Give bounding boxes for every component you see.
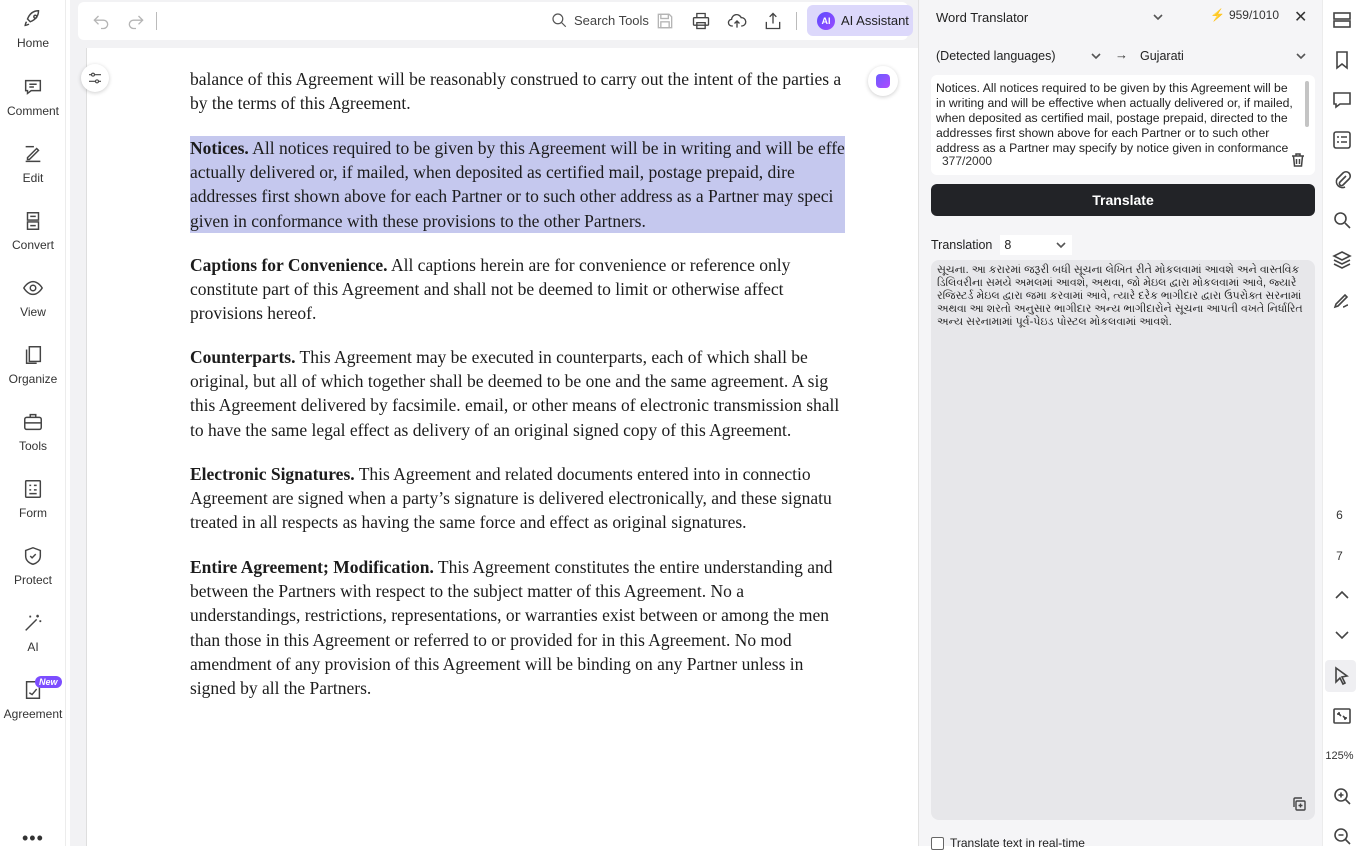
translator-panel xyxy=(918,0,1322,850)
undo-icon xyxy=(91,11,111,31)
line-text: between the Partners with respect to the subject matter of this Agreement. No a xyxy=(190,581,744,602)
source-language-value: (Detected languages) xyxy=(936,49,1056,63)
translation-version-value: 8 xyxy=(1004,238,1012,252)
doc-line xyxy=(190,184,845,208)
realtime-label: Translate text in real-time xyxy=(950,836,1085,850)
right-rail xyxy=(1322,0,1355,846)
nav-label: Convert xyxy=(11,238,55,252)
line-text: balance of this Agreement will be reasonably construed to carry out the intent of the parties a xyxy=(190,69,842,89)
line-text: treated in all respects as having the same force and effect as original signatures. xyxy=(190,512,747,533)
line-text: given in conformance with these provisions to the other Partners. xyxy=(190,210,646,231)
left-sidebar xyxy=(0,0,66,846)
target-language-value: Gujarati xyxy=(1140,49,1184,63)
share-button[interactable] xyxy=(762,10,784,32)
doc-line xyxy=(190,67,841,91)
nav-comment[interactable] xyxy=(0,76,66,136)
nav-protect[interactable] xyxy=(0,545,66,605)
toolbar-divider xyxy=(156,12,157,30)
doc-paragraph[interactable] xyxy=(190,345,839,442)
line-text: amendment of any provision of this Agreement will be binding on any Partner unless in xyxy=(190,653,804,674)
nav-label: Home xyxy=(16,36,49,50)
search-tools-button[interactable] xyxy=(550,11,649,29)
toolbar-divider xyxy=(796,12,797,30)
chevron-down-icon xyxy=(1332,625,1352,645)
translate-button[interactable]: Translate xyxy=(931,184,1315,216)
rail-form-button[interactable] xyxy=(1332,130,1352,150)
nav-label: Organize xyxy=(8,372,58,386)
undo-button[interactable] xyxy=(90,10,112,32)
source-text-box xyxy=(931,75,1315,175)
nav-label: Form xyxy=(19,506,47,520)
doc-line xyxy=(190,676,833,700)
realtime-toggle[interactable] xyxy=(931,836,1085,850)
doc-paragraph[interactable] xyxy=(190,462,832,535)
source-scrollbar[interactable] xyxy=(1305,81,1309,127)
comment-icon xyxy=(1332,90,1352,110)
chevron-down-icon xyxy=(1153,12,1163,22)
nav-label: AI xyxy=(27,640,39,654)
paragraph-heading: Entire Agreement; Modification. xyxy=(190,557,434,577)
doc-line xyxy=(190,136,845,160)
line-text: to have the same legal effect as delivery of an original signed copy of this Agreement. xyxy=(190,419,792,440)
redo-icon xyxy=(126,11,146,31)
char-count: 377/2000 xyxy=(942,154,993,168)
line-text: This Agreement may be executed in counterparts, each of which shall be xyxy=(295,347,808,367)
doc-line xyxy=(190,462,832,486)
top-toolbar xyxy=(78,2,908,40)
line-text: this Agreement delivered by facsimile. email, or other means of electronic transmission shall xyxy=(190,395,840,416)
next-page-button[interactable] xyxy=(1332,625,1352,645)
nav-view[interactable] xyxy=(0,277,66,337)
tool-select[interactable] xyxy=(931,6,1167,28)
line-text: actually delivered or, if mailed, when deposited as certified mail, postage prepaid, dire xyxy=(190,162,795,183)
comment-icon xyxy=(22,76,44,98)
form-fields-icon xyxy=(1332,130,1352,150)
line-text: All notices required to be given by this Agreement will be in writing and will be effe xyxy=(248,138,845,158)
line-text: This Agreement constitutes the entire understanding and xyxy=(433,557,833,577)
line-text: This Agreement and related documents entered into in connectio xyxy=(354,464,811,484)
ai-chat-icon xyxy=(876,74,890,88)
doc-paragraph[interactable] xyxy=(190,136,845,233)
doc-paragraph[interactable] xyxy=(190,555,833,700)
page-number-6[interactable]: 6 xyxy=(1336,508,1343,522)
doc-paragraph[interactable] xyxy=(190,253,790,326)
save-button[interactable] xyxy=(654,10,676,32)
pen-signature-icon xyxy=(1332,290,1352,310)
doc-line xyxy=(190,160,845,184)
rail-signature-button[interactable] xyxy=(1332,290,1352,310)
token-count-value: 959/1010 xyxy=(1228,8,1280,22)
nav-home[interactable] xyxy=(0,8,66,68)
organize-icon xyxy=(22,344,44,366)
rail-search-button[interactable] xyxy=(1332,210,1352,230)
select-tool-button[interactable] xyxy=(1332,666,1352,686)
copy-button[interactable] xyxy=(1291,796,1307,812)
doc-line xyxy=(190,209,845,233)
rail-attachments-button[interactable] xyxy=(1332,170,1352,190)
nav-label: Protect xyxy=(13,573,52,587)
translation-output-text[interactable]: સૂચના. આ કરારમાં જરૂરી બધી સૂચના લેખિત રીતે મોકલવામાં આવશે અને વાસ્તવિક ડિલિવરીના સમયે અમલમાં આવશે, અથવા, જો મેઇલ દ્વારા મોકલવામાં આવે, જ્યારે રજિસ્ટર્ડ મેઇલ દ્વારા જમા કરવામાં આવે, ત્યારે દરેક ભાગીદાર દ્વારા ઉપરોક્ત સરનામાં અથવા આ શરતો અનુસાર ભાગીદાર અન્ય ભાગીદારોને સૂચના આપતી વખતે નિર્ધારિત અન્ય સરનામામાં પૂર્વ-પેઇડ પોસ્ટલ મોકલવામાં આવશે. xyxy=(937,264,1303,328)
paragraph-heading: Counterparts. xyxy=(190,347,296,367)
line-text: signed by all the Partners. xyxy=(190,678,372,699)
doc-paragraph[interactable] xyxy=(190,67,841,115)
rocket-icon xyxy=(22,8,44,30)
nav-tools[interactable] xyxy=(0,411,66,471)
doc-line xyxy=(190,555,833,579)
doc-line xyxy=(190,510,832,534)
previous-page-button[interactable] xyxy=(1332,585,1352,605)
line-text: addresses first shown above for each Partner or to such other address as a Partner may speci xyxy=(190,186,834,207)
fit-screen-icon xyxy=(1332,706,1352,726)
ai-wand-icon xyxy=(22,612,44,634)
chevron-up-icon xyxy=(1332,585,1352,605)
nav-form[interactable] xyxy=(0,478,66,538)
nav-label: Agreement xyxy=(3,707,63,721)
doc-line xyxy=(190,301,790,325)
doc-line xyxy=(190,345,839,369)
doc-line xyxy=(190,253,790,277)
nav-ai[interactable] xyxy=(0,612,66,672)
bookmark-icon xyxy=(1332,50,1352,70)
doc-line xyxy=(190,91,841,115)
trash-icon xyxy=(1290,152,1306,168)
rail-comments-button[interactable] xyxy=(1332,90,1352,110)
rail-thumbnails-button[interactable] xyxy=(1332,10,1352,30)
line-text: provisions hereof. xyxy=(190,303,317,324)
search-icon xyxy=(1332,210,1352,230)
nav-convert[interactable] xyxy=(0,210,66,270)
translation-label: Translation xyxy=(931,238,993,252)
doc-line xyxy=(190,652,833,676)
save-icon xyxy=(655,11,675,31)
sliders-icon xyxy=(87,70,103,86)
zoom-in-icon xyxy=(1332,786,1352,806)
language-row xyxy=(931,45,1315,67)
search-tools-label: Search Tools xyxy=(574,12,649,28)
source-language-select[interactable] xyxy=(931,45,1107,67)
doc-line xyxy=(190,486,832,510)
convert-icon xyxy=(22,210,44,232)
cursor-icon xyxy=(1332,666,1352,686)
search-icon xyxy=(550,11,568,29)
copy-icon xyxy=(1291,796,1307,812)
cloud-upload-icon xyxy=(727,11,747,31)
share-icon xyxy=(763,11,783,31)
ai-assistant-label: AI Assistant xyxy=(841,13,909,28)
doc-line xyxy=(190,603,833,627)
edit-icon xyxy=(22,143,44,165)
translation-header xyxy=(931,235,1072,255)
arrow-right-icon: → xyxy=(1115,47,1128,62)
print-icon xyxy=(691,11,711,31)
line-text: than those in this Agreement or referred to or provided for in this Agreement. No mod xyxy=(190,629,792,650)
line-text: constitute part of this Agreement and shall not be deemed to limit or otherwise affect xyxy=(190,279,784,300)
document-area xyxy=(70,0,918,846)
paragraph-heading: Electronic Signatures. xyxy=(190,464,355,484)
paperclip-icon xyxy=(1332,170,1352,190)
paragraph-heading: Captions for Convenience. xyxy=(190,255,388,275)
nav-label: View xyxy=(20,305,46,319)
ai-logo-icon: AI xyxy=(817,12,835,30)
page-number-7[interactable]: 7 xyxy=(1336,549,1343,563)
line-text: original, but all of which together shall be deemed to be one and the same agreement. A sig xyxy=(190,371,829,392)
zoom-in-button[interactable] xyxy=(1332,786,1352,806)
nav-label: Comment xyxy=(6,104,59,118)
paragraph-heading: Notices. xyxy=(190,138,249,158)
doc-line xyxy=(190,628,833,652)
translation-output-box xyxy=(931,260,1315,820)
nav-organize[interactable] xyxy=(0,344,66,404)
protect-icon xyxy=(22,545,44,567)
lightning-icon: ⚡ xyxy=(1210,8,1225,22)
view-icon xyxy=(22,277,44,299)
doc-line xyxy=(190,393,839,417)
zoom-out-icon xyxy=(1332,826,1352,846)
new-badge: New xyxy=(35,676,62,688)
line-text: Agreement are signed when a party’s signature is delivered electronically, and these signatu xyxy=(190,488,832,509)
source-text-input[interactable]: Notices. All notices required to be given by this Agreement will be in writing and will be effective when actually delivered or, if mailed, when deposited as certified mail, postage prepaid, directed to the addresses first shown above for each Partner or to such other address as a Partner may specify by notice given in conformance xyxy=(936,81,1293,155)
doc-line xyxy=(190,579,833,603)
doc-line xyxy=(190,277,790,301)
panel-header xyxy=(931,6,1311,28)
form-icon xyxy=(22,478,44,500)
more-menu-button[interactable]: ••• xyxy=(22,828,44,848)
tools-icon xyxy=(22,411,44,433)
panel-layout-icon xyxy=(1332,10,1352,30)
doc-line xyxy=(190,418,839,442)
line-text: understandings, restrictions, representations, or warranties exist between or among the men xyxy=(190,605,830,626)
close-panel-button[interactable]: ✕ xyxy=(1294,9,1308,26)
tool-select-value: Word Translator xyxy=(936,9,1029,25)
display-settings-button[interactable] xyxy=(81,64,109,92)
ai-assistant-button[interactable] xyxy=(807,5,913,36)
line-text: by the terms of this Agreement. xyxy=(190,93,411,114)
line-text: All captions herein are for convenience or reference only xyxy=(387,255,791,275)
clear-text-button[interactable] xyxy=(1290,152,1306,168)
target-language-select[interactable] xyxy=(1136,45,1310,67)
doc-line xyxy=(190,369,839,393)
zoom-level[interactable]: 125% xyxy=(1325,750,1354,762)
nav-label: Edit xyxy=(22,171,44,185)
floating-ai-button[interactable] xyxy=(868,66,898,96)
chevron-down-icon xyxy=(1296,51,1306,61)
fit-page-button[interactable] xyxy=(1332,706,1352,726)
chevron-down-icon xyxy=(1091,51,1101,61)
translation-version-select[interactable] xyxy=(1000,235,1072,255)
nav-label: Tools xyxy=(18,439,47,453)
rail-bookmark-button[interactable] xyxy=(1332,50,1352,70)
nav-agreement[interactable] xyxy=(0,679,66,739)
chevron-down-icon xyxy=(1056,240,1066,250)
nav-edit[interactable] xyxy=(0,143,66,203)
realtime-checkbox[interactable] xyxy=(931,837,944,850)
token-counter xyxy=(1210,8,1279,22)
print-button[interactable] xyxy=(690,10,712,32)
rail-layers-button[interactable] xyxy=(1332,250,1352,270)
layers-icon xyxy=(1332,250,1352,270)
redo-button[interactable] xyxy=(125,10,147,32)
zoom-out-button[interactable] xyxy=(1332,826,1352,846)
cloud-upload-button[interactable] xyxy=(726,10,748,32)
